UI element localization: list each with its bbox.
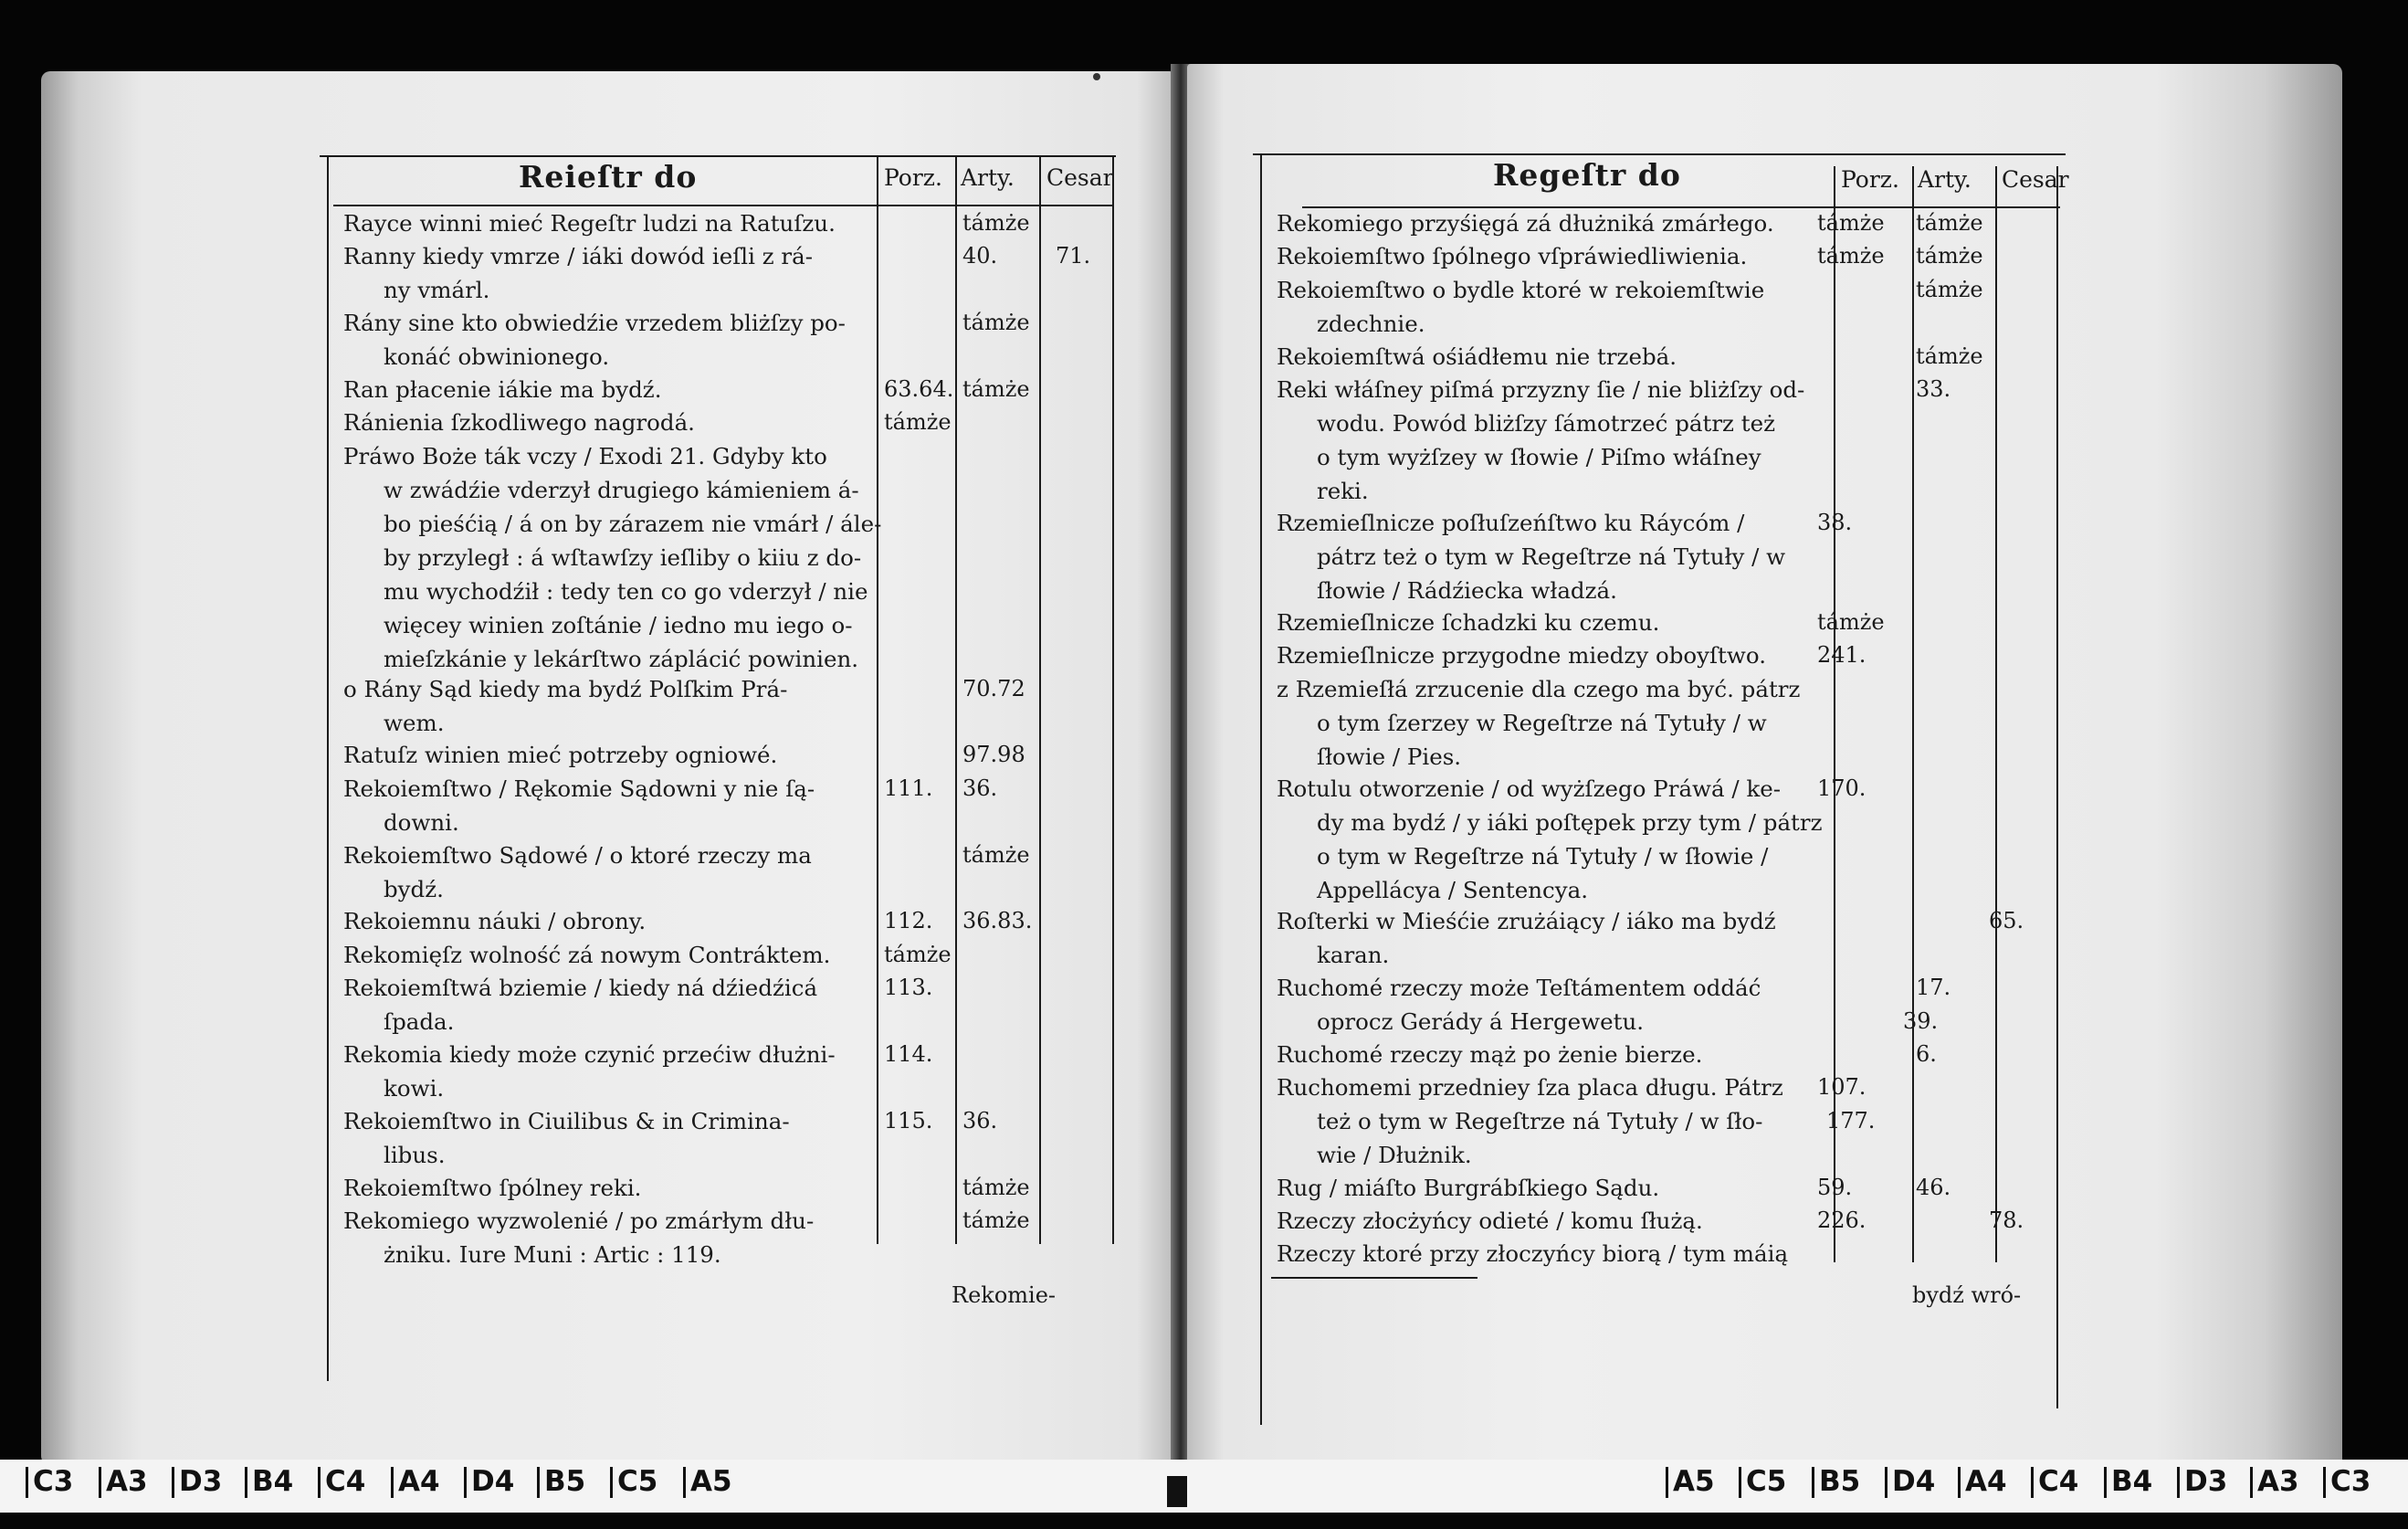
signature-label: A3 bbox=[106, 1465, 148, 1498]
index-porz-number: 115. bbox=[884, 1107, 933, 1134]
left-header-rule bbox=[320, 155, 1116, 157]
signature-tick bbox=[1812, 1467, 1814, 1498]
signature-tick bbox=[172, 1467, 174, 1498]
index-entry-line: ſłowie / Pies. bbox=[1317, 743, 1462, 770]
index-porz-number: 241. bbox=[1817, 642, 1866, 669]
index-entry bbox=[343, 738, 777, 772]
index-entry-line: karan. bbox=[1317, 942, 1390, 969]
signature-tick bbox=[464, 1467, 467, 1498]
index-entry-line: Rayce winni mieć Regeſtr ludzi na Ratuſzu. bbox=[343, 210, 836, 237]
index-entry-line: ſpada. bbox=[384, 1008, 455, 1036]
index-entry-line: Ruchomé rzeczy może Teſtámentem oddáć bbox=[1277, 975, 1761, 1002]
index-arty-number: 36. bbox=[962, 775, 998, 801]
signature-tick bbox=[2104, 1467, 2107, 1498]
right-extra-arty-number: 39. bbox=[1903, 1008, 1939, 1034]
index-entry bbox=[1277, 1171, 1659, 1205]
index-porz-number: 226. bbox=[1817, 1207, 1866, 1233]
index-entry-line: bydź. bbox=[384, 875, 444, 902]
index-entry-line: Rekoiemſtwo Sądowé / o ktoré rzeczy ma bbox=[343, 841, 812, 869]
index-entry bbox=[1277, 206, 1774, 240]
index-entry-line: Ran płacenie iákie ma bydź. bbox=[343, 376, 662, 403]
index-entry-line: Ránienia ſzkodliwego nagrodá. bbox=[343, 409, 695, 437]
index-entry-line: żniku. Iure Muni : Artic : 119. bbox=[384, 1241, 721, 1268]
left-rule-right bbox=[1112, 157, 1114, 1244]
index-porz-number: 114. bbox=[884, 1041, 933, 1067]
signature-label: C3 bbox=[2330, 1465, 2371, 1498]
index-porz-number: támże bbox=[884, 409, 952, 436]
index-entry-line: Ruchomé rzeczy mąż po żenie bierze. bbox=[1277, 1041, 1703, 1068]
index-entry bbox=[343, 1038, 836, 1105]
index-entry-line: też o tym w Regeſtrze ná Tytuły / w ſło- bbox=[1317, 1108, 1763, 1135]
index-entry bbox=[1277, 1038, 1702, 1071]
signature-label: D4 bbox=[1892, 1465, 1936, 1498]
signature-label: B5 bbox=[544, 1465, 586, 1498]
index-arty-number: 46. bbox=[1916, 1174, 1951, 1200]
index-porz-number: 177. bbox=[1826, 1108, 1876, 1134]
index-arty-number: 70.72 bbox=[962, 675, 1025, 701]
right-rule-right bbox=[2056, 166, 2058, 1408]
index-arty-number: 97.98 bbox=[962, 742, 1025, 768]
index-arty-number: 36.83. bbox=[962, 908, 1033, 934]
index-entry-line: downi. bbox=[384, 808, 459, 836]
index-porz-number: támże bbox=[884, 941, 952, 967]
index-entry-line: ſłowie / Rádźiecka władzá. bbox=[1317, 576, 1617, 604]
index-entry-line: Rzeczy złocżyńcy odieté / komu ſłużą. bbox=[1277, 1207, 1703, 1234]
index-entry-line: Rekoiemſtwo o bydle ktoré w rekoiemſtwie bbox=[1277, 276, 1765, 303]
index-entry-line: wem. bbox=[384, 709, 445, 736]
index-entry bbox=[1277, 672, 1800, 774]
signature-tick bbox=[2250, 1467, 2253, 1498]
signature-tick bbox=[2323, 1467, 2326, 1498]
signature-label: A5 bbox=[1673, 1465, 1715, 1498]
left-rule-outer bbox=[327, 157, 329, 1381]
index-entry-line: o tym wyżſzey w ſłowie / Piſmo włáſney bbox=[1317, 444, 1761, 470]
signature-label: C3 bbox=[33, 1465, 74, 1498]
right-col-arty-header: Arty. bbox=[1918, 166, 1972, 193]
index-entry bbox=[343, 772, 815, 839]
index-entry bbox=[343, 373, 661, 406]
index-entry-line: reki. bbox=[1317, 478, 1369, 504]
index-porz-number: támże bbox=[1817, 243, 1885, 269]
signature-tick bbox=[2177, 1467, 2180, 1498]
index-entry-line: mu wychodźił : tedy ten co go vderzył / nie bbox=[384, 577, 868, 605]
left-col-porz-header: Porz. bbox=[884, 164, 942, 191]
index-entry bbox=[1277, 506, 1785, 607]
signature-label: A5 bbox=[690, 1465, 732, 1498]
left-col-arty-header: Arty. bbox=[961, 164, 1015, 191]
right-rule-arty bbox=[1912, 166, 1914, 1262]
index-cesar-number: 78. bbox=[1989, 1207, 2024, 1233]
index-entry-line: zdechnie. bbox=[1317, 310, 1425, 337]
left-col-cesar-header: Cesar bbox=[1046, 164, 1114, 191]
signature-label: B5 bbox=[1819, 1465, 1861, 1498]
signature-tick bbox=[1958, 1467, 1961, 1498]
index-entry-line: o Rány Sąd kiedy ma bydź Polſkim Prá- bbox=[343, 675, 788, 702]
index-entry bbox=[343, 672, 787, 740]
signature-label: A4 bbox=[398, 1465, 440, 1498]
index-entry-line: konáć obwinionego. bbox=[384, 343, 610, 371]
signature-tick bbox=[537, 1467, 540, 1498]
signature-tick bbox=[610, 1467, 613, 1498]
index-porz-number: 63.64. bbox=[884, 376, 954, 402]
index-entry-line: Rekoiemſtwá ośiádłemu nie trzebá. bbox=[1277, 343, 1677, 370]
index-entry bbox=[343, 1104, 790, 1172]
index-arty-number: támże bbox=[962, 210, 1030, 236]
index-entry-line: oprocz Gerády á Hergewetu. bbox=[1317, 1008, 1645, 1036]
index-arty-number: támże bbox=[962, 376, 1030, 402]
index-porz-number: 107. bbox=[1817, 1074, 1866, 1101]
signature-label: C5 bbox=[617, 1465, 658, 1498]
index-entry bbox=[1277, 273, 1764, 341]
index-arty-number: támże bbox=[1916, 210, 1983, 236]
index-arty-number: 33. bbox=[1916, 376, 1951, 402]
index-arty-number: 6. bbox=[1916, 1041, 1937, 1067]
index-entry bbox=[343, 1171, 641, 1205]
index-entry-line: Práwo Boże ták vczy / Exodi 21. Gdyby kto bbox=[343, 442, 827, 469]
index-entry bbox=[343, 306, 846, 374]
index-entry-line: Reki włáſney piſmá przyzny ſie / nie bliżſzy od- bbox=[1277, 376, 1805, 403]
index-entry-line: Rány sine kto obwiedźie vrzedem bliżſzy po- bbox=[343, 310, 846, 337]
page-mark-dot bbox=[1093, 73, 1100, 80]
index-entry-line: bo pieśćią / á on by zárazem nie vmárł / ále- bbox=[384, 510, 882, 537]
index-entry-line: ny vmárl. bbox=[384, 277, 490, 304]
index-entry bbox=[343, 838, 812, 906]
index-porz-number: 112. bbox=[884, 908, 933, 934]
index-entry-line: o tym ſzerzey w Regeſtrze ná Tytuły / w bbox=[1317, 709, 1767, 736]
index-entry-line: Rotulu otworzenie / od wyżſzego Práwá / ke- bbox=[1277, 775, 1782, 802]
index-entry-line: pátrz też o tym w Regeſtrze ná Tytuły / w bbox=[1317, 543, 1786, 570]
index-entry-line: Roſterki w Mieśćie zrużáiący / iáko ma bydź bbox=[1277, 908, 1776, 935]
index-entry bbox=[1277, 606, 1659, 639]
index-entry-line: Rekoiemſtwo / Rękomie Sądowni y nie ſą- bbox=[343, 775, 815, 802]
signature-tick bbox=[391, 1467, 394, 1498]
index-entry-line: Appellácya / Sentencya. bbox=[1317, 876, 1588, 903]
index-entry bbox=[1277, 904, 1776, 972]
right-col-cesar-header: Cesar bbox=[2002, 166, 2069, 193]
signature-tick bbox=[318, 1467, 321, 1498]
index-entry-line: kowi. bbox=[384, 1075, 445, 1102]
signature-label: B4 bbox=[2111, 1465, 2153, 1498]
left-catchword: Rekomie- bbox=[952, 1282, 1057, 1308]
index-entry-line: Rekoiemſtwo in Ciuilibus & in Crimina- bbox=[343, 1107, 790, 1134]
signature-label: C4 bbox=[2038, 1465, 2079, 1498]
index-entry-line: Rekomiego wyzwolenié / po zmárłym dłu- bbox=[343, 1207, 815, 1234]
index-porz-number: támże bbox=[1817, 210, 1885, 236]
index-arty-number: támże bbox=[962, 1207, 1030, 1233]
right-col-porz-header: Porz. bbox=[1841, 166, 1899, 193]
right-rule-cesar bbox=[1995, 166, 1997, 1262]
index-entry-line: by przyległ : á wſtawſzy ieſliby o kiiu z do- bbox=[384, 543, 862, 571]
index-entry bbox=[343, 239, 813, 307]
index-entry-line: Rzemieſlnicze przygodne miedzy oboyſtwo. bbox=[1277, 642, 1766, 670]
center-film-mark bbox=[1167, 1476, 1187, 1507]
signature-label: D3 bbox=[179, 1465, 223, 1498]
index-arty-number: támże bbox=[962, 1174, 1030, 1200]
index-entry bbox=[1277, 1237, 1788, 1271]
left-page-title: Reieſtr do bbox=[519, 159, 698, 195]
index-entry bbox=[1277, 373, 1804, 508]
index-entry bbox=[343, 904, 646, 938]
index-porz-number: 111. bbox=[884, 775, 933, 801]
signature-label: C5 bbox=[1746, 1465, 1787, 1498]
left-rule-cesar bbox=[1039, 157, 1041, 1244]
index-entry-line: wodu. Powód bliżſzy ſámotrzeć pátrz też bbox=[1317, 410, 1775, 437]
index-entry bbox=[1277, 772, 1823, 907]
left-rule-porz bbox=[877, 157, 878, 1244]
index-entry bbox=[1277, 971, 1761, 1039]
index-arty-number: támże bbox=[1916, 276, 1983, 302]
index-entry-line: Ratuſz winien mieć potrzeby ogniowé. bbox=[343, 742, 778, 769]
index-arty-number: támże bbox=[962, 841, 1030, 868]
index-entry bbox=[343, 971, 817, 1039]
index-cesar-number: 65. bbox=[1989, 908, 2024, 934]
index-entry-line: Ranny kiedy vmrze / iáki dowód ieſli z rá- bbox=[343, 243, 814, 270]
right-header-rule bbox=[1253, 153, 2066, 155]
index-entry bbox=[1277, 239, 1747, 273]
index-arty-number: támże bbox=[1916, 343, 1983, 369]
right-bottom-rule bbox=[1271, 1277, 1477, 1279]
index-entry-line: Rekoiemſtwo ſpólnego vſpráwiedliwienia. bbox=[1277, 243, 1748, 270]
index-entry-line: dy ma bydź / y iáki poſtępek przy tym / pátrz bbox=[1317, 808, 1823, 836]
index-porz-number: támże bbox=[1817, 608, 1885, 635]
index-entry-line: wie / Dłużnik. bbox=[1317, 1142, 1472, 1169]
signature-tick bbox=[245, 1467, 247, 1498]
index-entry bbox=[1277, 1070, 1783, 1172]
index-entry bbox=[1277, 638, 1766, 672]
index-arty-number: támże bbox=[1916, 243, 1983, 269]
index-entry-line: libus. bbox=[384, 1141, 446, 1168]
index-entry-line: z Rzemieſłá zrzucenie dla czego ma być. pátrz bbox=[1277, 675, 1801, 702]
index-arty-number: 40. bbox=[962, 243, 998, 269]
index-entry bbox=[343, 206, 836, 240]
index-entry-line: Rzemieſlnicze ſchadzki ku czemu. bbox=[1277, 608, 1660, 636]
index-entry-line: Rekoiemſtwá bziemie / kiedy ná dźiedźicá bbox=[343, 975, 818, 1002]
index-entry-line: Rzemieſlnicze poſłuſzeńſtwo ku Ráycóm / bbox=[1277, 509, 1745, 536]
index-entry-line: Ruchomemi przedniey ſza placa długu. Pátrz bbox=[1277, 1074, 1783, 1102]
index-entry bbox=[1277, 340, 1677, 374]
right-page-title: Regeſtr do bbox=[1493, 157, 1681, 193]
index-entry-line: Rekomiego przyśięgá zá dłużniká zmárłego. bbox=[1277, 210, 1774, 237]
index-arty-number: 36. bbox=[962, 1107, 998, 1134]
signature-tick bbox=[683, 1467, 686, 1498]
index-porz-number: 38. bbox=[1817, 509, 1853, 535]
index-entry-line: więcey winien zoſtánie / iedno mu iego o- bbox=[384, 611, 853, 638]
index-arty-number: 17. bbox=[1916, 975, 1951, 1001]
signature-label: D4 bbox=[471, 1465, 515, 1498]
signature-label: B4 bbox=[252, 1465, 294, 1498]
index-entry bbox=[343, 938, 830, 972]
index-entry bbox=[343, 439, 881, 676]
index-cesar-number: 71. bbox=[1056, 243, 1091, 269]
signature-label: C4 bbox=[325, 1465, 366, 1498]
index-entry-line: Rekoiemſtwo ſpólney reki. bbox=[343, 1174, 642, 1201]
right-rule-outer bbox=[1260, 155, 1262, 1425]
index-entry-line: w zwádźie vderzył drugiego kámieniem á- bbox=[384, 476, 859, 503]
signature-label: A4 bbox=[1965, 1465, 2007, 1498]
index-porz-number: 113. bbox=[884, 975, 933, 1001]
index-entry-line: Rekoiemnu náuki / obrony. bbox=[343, 908, 647, 935]
index-entry-line: o tym w Regeſtrze ná Tytuły / w ſłowie / bbox=[1317, 842, 1769, 870]
index-porz-number: 59. bbox=[1817, 1174, 1853, 1200]
signature-tick bbox=[1885, 1467, 1887, 1498]
signature-tick bbox=[1739, 1467, 1741, 1498]
signature-tick bbox=[2031, 1467, 2034, 1498]
index-entry-line: Rekomięſz wolność zá nowym Contráktem. bbox=[343, 941, 831, 968]
right-catchword: bydź wró- bbox=[1912, 1282, 2022, 1308]
left-rule-arty bbox=[955, 157, 957, 1244]
index-entry bbox=[343, 1204, 814, 1271]
signature-tick bbox=[1666, 1467, 1668, 1498]
index-entry-line: Rekomia kiedy może czynić przećiw dłużni- bbox=[343, 1041, 836, 1068]
signature-tick bbox=[26, 1467, 28, 1498]
signature-label: A3 bbox=[2257, 1465, 2299, 1498]
index-entry-line: Rzeczy ktoré przy złoczyńcy biorą / tym máią bbox=[1277, 1240, 1789, 1268]
signature-label: D3 bbox=[2184, 1465, 2228, 1498]
index-entry-line: mieſzkánie y lekárſtwo záplácić powinien. bbox=[384, 645, 859, 672]
index-porz-number: 170. bbox=[1817, 775, 1866, 801]
index-entry-line: Rug / miáſto Burgrábſkiego Sądu. bbox=[1277, 1174, 1660, 1201]
index-entry bbox=[1277, 1204, 1703, 1238]
index-entry bbox=[343, 406, 695, 439]
index-arty-number: támże bbox=[962, 310, 1030, 336]
signature-tick bbox=[99, 1467, 101, 1498]
